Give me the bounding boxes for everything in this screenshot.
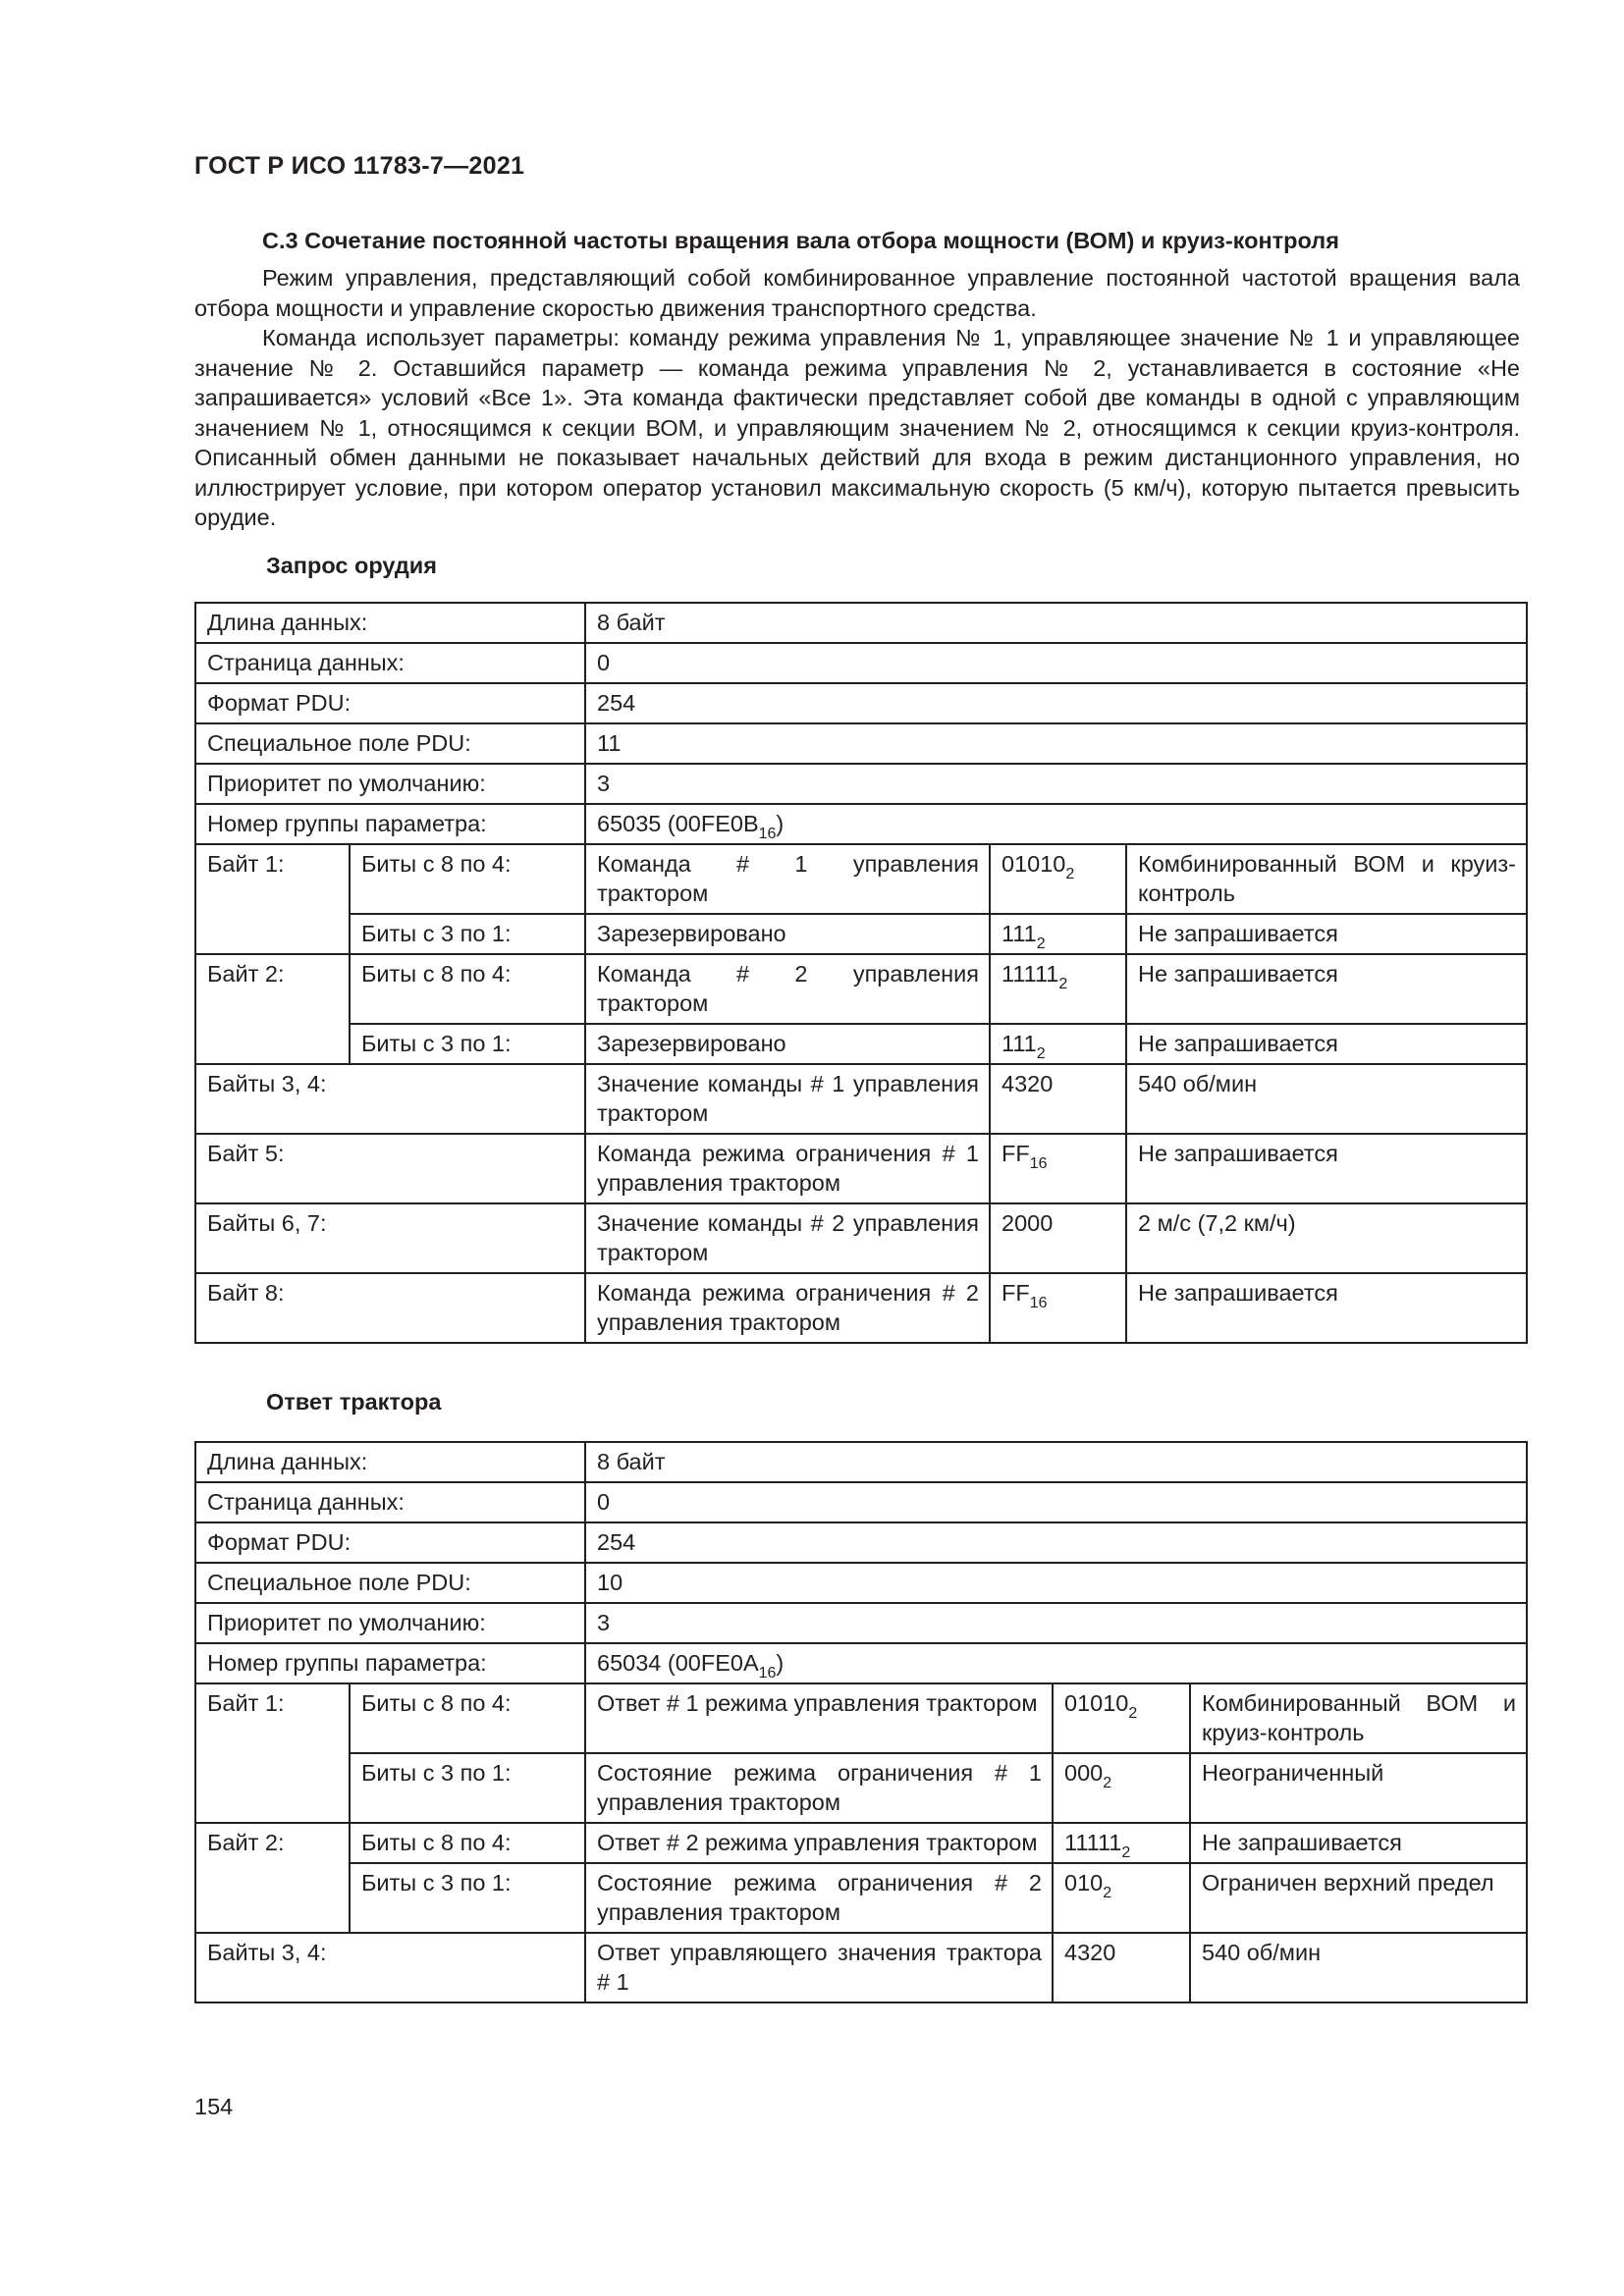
- field-value: 11: [585, 723, 1527, 764]
- value-number: 01010: [1064, 1690, 1129, 1716]
- bits-label: Биты с 8 по 4:: [350, 1823, 585, 1863]
- parameter-value: [1053, 1683, 1190, 1753]
- field-value: 0: [585, 1482, 1527, 1522]
- table-row: [195, 603, 1527, 643]
- parameter-value: [990, 844, 1126, 914]
- pgn-value: [585, 1643, 1527, 1683]
- field-label: Длина данных:: [195, 603, 585, 643]
- value-subscript: 2: [1128, 1705, 1138, 1722]
- table-row: [195, 1273, 1527, 1343]
- table-row: [195, 1442, 1527, 1482]
- value-subscript: 16: [1029, 1155, 1048, 1172]
- value-subscript: 2: [1036, 1045, 1046, 1062]
- value-subscript: 2: [1103, 1885, 1112, 1901]
- bits-label: Биты с 8 по 4:: [350, 954, 585, 1024]
- value-number: 01010: [1001, 851, 1066, 877]
- field-label: Номер группы параметра:: [195, 1643, 585, 1683]
- parameter-meaning: Не запрашивается: [1126, 1273, 1527, 1343]
- table-row: [195, 1203, 1527, 1273]
- field-value: 254: [585, 1522, 1527, 1563]
- parameter-meaning: Не запрашивается: [1126, 1024, 1527, 1064]
- field-label: Приоритет по умолчанию:: [195, 764, 585, 804]
- table-row: [195, 1863, 1527, 1933]
- field-label: Страница данных:: [195, 1482, 585, 1522]
- response-table: [194, 1441, 1528, 2003]
- value-number: 11111: [1001, 961, 1059, 987]
- byte-label: Байты 6, 7:: [195, 1203, 585, 1273]
- value-number: 010: [1064, 1870, 1104, 1896]
- value-subscript: 16: [1029, 1295, 1048, 1311]
- parameter-value: [990, 954, 1126, 1024]
- parameter-description: Команда режима ограничения # 2 управления трактором: [585, 1273, 990, 1343]
- table-row: [195, 1482, 1527, 1522]
- parameter-value: [1053, 1823, 1190, 1863]
- section-title: С.3 Сочетание постоянной частоты вращения вала отбора мощности (ВОМ) и круиз-контроля: [262, 228, 1339, 253]
- pgn-subscript: 16: [758, 1665, 777, 1682]
- parameter-description: Значение команды # 1 управления трактором: [585, 1064, 990, 1134]
- pgn-number: 65035 (00FE0B: [597, 811, 759, 836]
- byte-label: Байт 2:: [195, 954, 350, 1064]
- table-row: [195, 1024, 1527, 1064]
- pgn-number: 65034 (00FE0A: [597, 1650, 759, 1676]
- field-label: Длина данных:: [195, 1442, 585, 1482]
- field-value: 10: [585, 1563, 1527, 1603]
- parameter-description: Ответ управляющего значения трактора # 1: [585, 1933, 1053, 2002]
- pgn-suffix: ): [776, 1650, 785, 1676]
- parameter-description: Состояние режима ограничения # 1 управления трактором: [585, 1753, 1053, 1823]
- byte-label: Байты 3, 4:: [195, 1933, 585, 2002]
- parameter-description: Команда # 1 управления трактором: [585, 844, 990, 914]
- table-row: [195, 1643, 1527, 1683]
- parameter-meaning: Не запрашивается: [1126, 914, 1527, 954]
- field-label: Приоритет по умолчанию:: [195, 1603, 585, 1643]
- parameter-meaning: Комбинированный ВОМ и круиз-контроль: [1190, 1683, 1527, 1753]
- value-number: 111: [1001, 921, 1037, 946]
- pgn-value: [585, 804, 1527, 844]
- parameter-value: [1053, 1863, 1190, 1933]
- table-row: [195, 1683, 1527, 1753]
- parameter-description: Команда режима ограничения # 1 управления трактором: [585, 1134, 990, 1203]
- field-value: 8 байт: [585, 603, 1527, 643]
- parameter-description: Команда # 2 управления трактором: [585, 954, 990, 1024]
- value-subscript: 2: [1058, 976, 1068, 992]
- value-subscript: 2: [1065, 866, 1075, 882]
- parameter-description: Состояние режима ограничения # 2 управления трактором: [585, 1863, 1053, 1933]
- pgn-subscript: 16: [758, 826, 777, 842]
- bits-label: Биты с 3 по 1:: [350, 1863, 585, 1933]
- table-row: [195, 1563, 1527, 1603]
- parameter-meaning: 540 об/мин: [1126, 1064, 1527, 1134]
- request-table-title: Запрос орудия: [266, 553, 437, 578]
- value-number: 11111: [1064, 1830, 1122, 1855]
- parameter-description: Зарезервировано: [585, 914, 990, 954]
- document-code: ГОСТ Р ИСО 11783-7—2021: [194, 152, 525, 180]
- description-paragraph: Команда использует параметры: команду режима управления № 1, управляющее значение № 1 и управляющее значение № 2. Оставшийся параметр — команда режима управления № 2, устанавливается в состояние «Не запрашивается» условий «Все 1». Эта команда фактически представляет собой две команды в одной с управляющим значением № 1, относящимся к секции ВОМ, и управляющим значением № 2, относящимся к секции круиз-контроля. Описанный обмен данными не показывает начальных действий для входа в режим дистанционного управления, но иллюстрирует условие, при котором оператор установил максимальную скорость (5 км/ч), которую пытается превысить орудие.: [194, 325, 1520, 530]
- bits-label: Биты с 8 по 4:: [350, 844, 585, 914]
- parameter-meaning: 540 об/мин: [1190, 1933, 1527, 2002]
- parameter-value: [990, 1273, 1126, 1343]
- value-subscript: 2: [1036, 935, 1046, 952]
- parameter-description: Ответ # 2 режима управления трактором: [585, 1823, 1053, 1863]
- field-label: Номер группы параметра:: [195, 804, 585, 844]
- pgn-suffix: ): [776, 811, 785, 836]
- byte-label: Байт 1:: [195, 1683, 350, 1823]
- request-table: [194, 602, 1528, 1344]
- table-row: [195, 1134, 1527, 1203]
- parameter-meaning: Не запрашивается: [1126, 954, 1527, 1024]
- value-number: 111: [1001, 1031, 1037, 1056]
- parameter-value: 4320: [990, 1064, 1126, 1134]
- parameter-value: [990, 1024, 1126, 1064]
- parameter-meaning: 2 м/с (7,2 км/ч): [1126, 1203, 1527, 1273]
- field-label: Специальное поле PDU:: [195, 723, 585, 764]
- parameter-value: [990, 1134, 1126, 1203]
- table-row: [195, 1064, 1527, 1134]
- value-number: FF: [1001, 1280, 1030, 1306]
- field-value: 0: [585, 643, 1527, 683]
- field-label: Формат PDU:: [195, 683, 585, 723]
- bits-label: Биты с 3 по 1:: [350, 1024, 585, 1064]
- parameter-meaning: Не запрашивается: [1190, 1823, 1527, 1863]
- byte-label: Байт 8:: [195, 1273, 585, 1343]
- field-value: 254: [585, 683, 1527, 723]
- table-row: [195, 764, 1527, 804]
- parameter-description: Зарезервировано: [585, 1024, 990, 1064]
- byte-label: Байт 2:: [195, 1823, 350, 1933]
- bits-label: Биты с 3 по 1:: [350, 1753, 585, 1823]
- parameter-meaning: Ограничен верхний предел: [1190, 1863, 1527, 1933]
- table-row: [195, 1823, 1527, 1863]
- table-row: [195, 643, 1527, 683]
- value-subscript: 2: [1103, 1775, 1112, 1791]
- table-row: [195, 844, 1527, 914]
- value-subscript: 2: [1121, 1844, 1131, 1861]
- field-label: Страница данных:: [195, 643, 585, 683]
- field-label: Специальное поле PDU:: [195, 1563, 585, 1603]
- bits-label: Биты с 8 по 4:: [350, 1683, 585, 1753]
- table-row: [195, 1522, 1527, 1563]
- field-value: 8 байт: [585, 1442, 1527, 1482]
- response-table-title: Ответ трактора: [266, 1389, 442, 1415]
- parameter-description: Значение команды # 2 управления трактором: [585, 1203, 990, 1273]
- parameter-meaning: Не запрашивается: [1126, 1134, 1527, 1203]
- parameter-value: 4320: [1053, 1933, 1190, 2002]
- parameter-meaning: Комбинированный ВОМ и круиз-контроль: [1126, 844, 1527, 914]
- page-number: 154: [194, 2094, 234, 2119]
- value-number: 000: [1064, 1760, 1104, 1786]
- table-row: [195, 804, 1527, 844]
- byte-label: Байт 5:: [195, 1134, 585, 1203]
- field-value: 3: [585, 1603, 1527, 1643]
- field-value: 3: [585, 764, 1527, 804]
- table-row: [195, 1753, 1527, 1823]
- bits-label: Биты с 3 по 1:: [350, 914, 585, 954]
- parameter-description: Ответ # 1 режима управления трактором: [585, 1683, 1053, 1753]
- table-row: [195, 683, 1527, 723]
- table-row: [195, 954, 1527, 1024]
- parameter-value: [1053, 1753, 1190, 1823]
- intro-paragraph: Режим управления, представляющий собой комбинированное управление постоянной частотой вращения вала отбора мощности и управление скоростью движения транспортного средства.: [194, 265, 1520, 321]
- table-row: [195, 723, 1527, 764]
- table-row: [195, 1933, 1527, 2002]
- table-row: [195, 914, 1527, 954]
- table-row: [195, 1603, 1527, 1643]
- byte-label: Байты 3, 4:: [195, 1064, 585, 1134]
- parameter-value: 2000: [990, 1203, 1126, 1273]
- parameter-meaning: Неограниченный: [1190, 1753, 1527, 1823]
- field-label: Формат PDU:: [195, 1522, 585, 1563]
- parameter-value: [990, 914, 1126, 954]
- byte-label: Байт 1:: [195, 844, 350, 954]
- value-number: FF: [1001, 1141, 1030, 1166]
